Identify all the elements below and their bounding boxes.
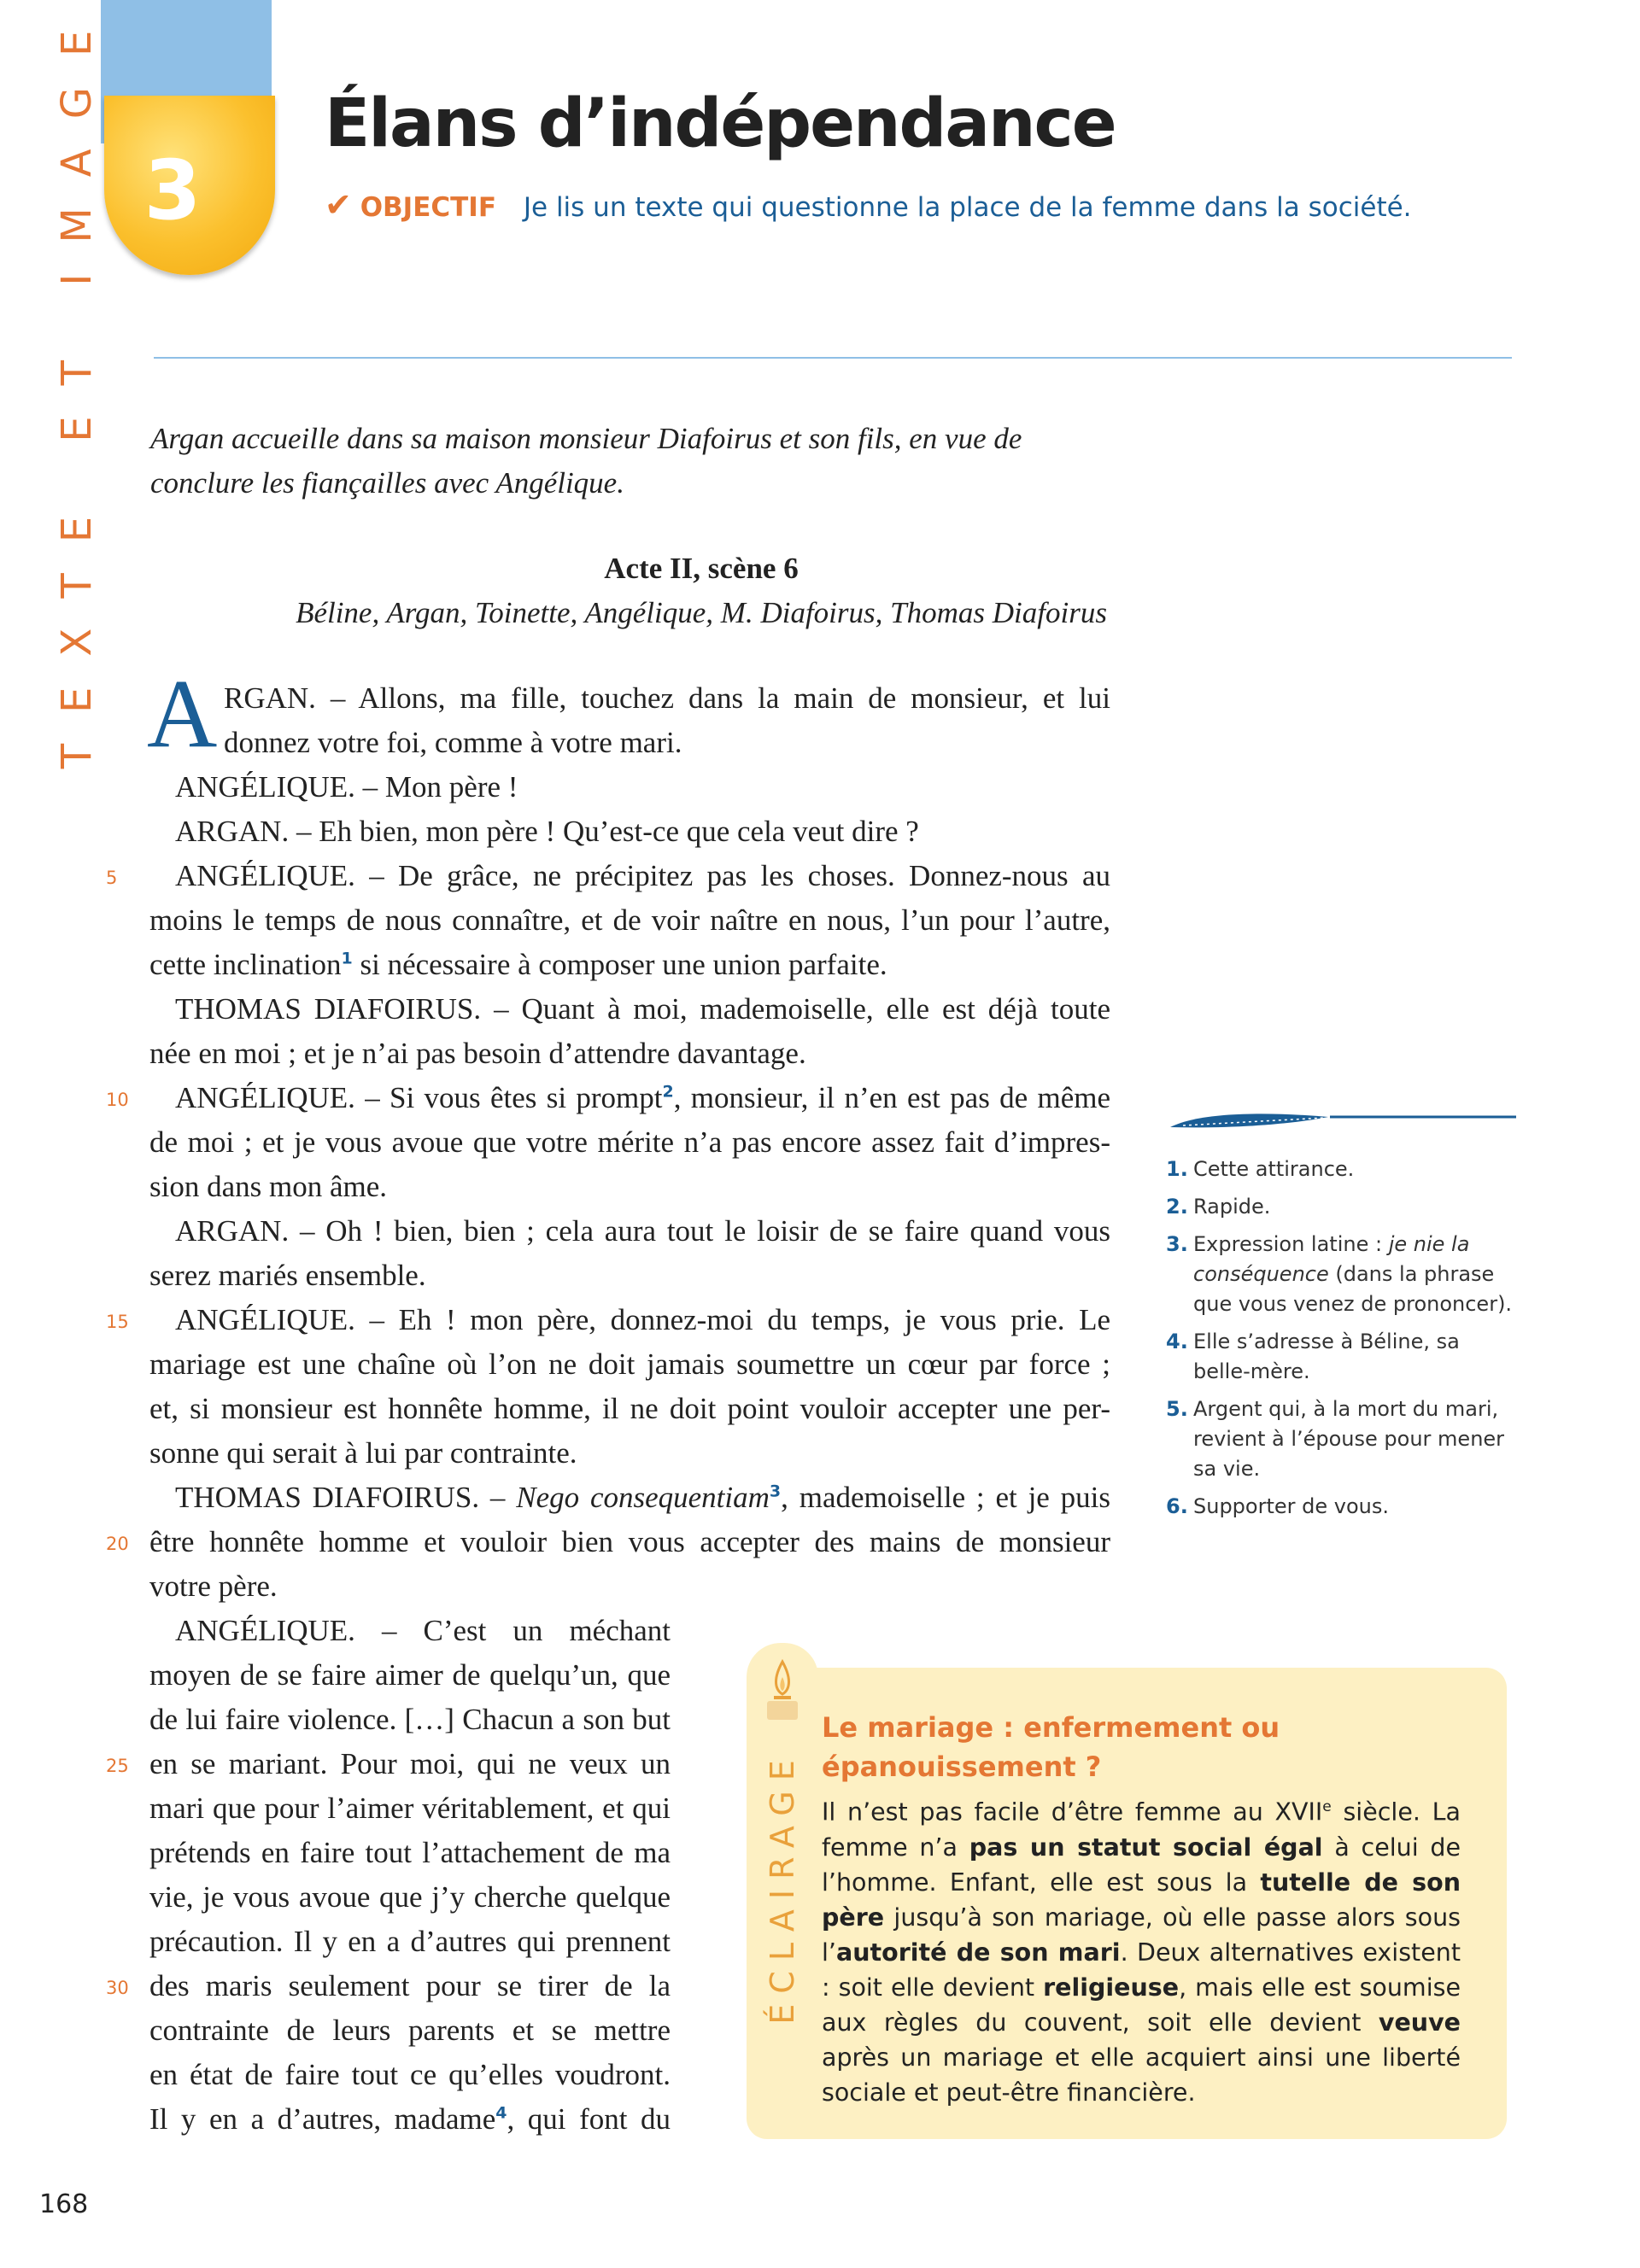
text-line: née en moi ; et je n’ai pas besoin d’attendre davantage. bbox=[149, 1037, 806, 1070]
ecl-segment: Il n’est pas facile d’être femme au XVII bbox=[822, 1797, 1323, 1827]
footnote-text bbox=[1193, 1230, 1516, 1319]
text-segment: cette inclination bbox=[149, 948, 342, 981]
chapter-badge bbox=[104, 96, 275, 275]
drop-cap: A bbox=[147, 659, 218, 768]
chapter-number: 3 bbox=[144, 143, 202, 238]
text-segment: , mademoiselle ; et je puis bbox=[781, 1481, 1111, 1514]
text-line: précaution. Il y en a d’autres qui prennent bbox=[149, 1925, 671, 1958]
ecl-superscript: e bbox=[1322, 1798, 1332, 1815]
ecl-bold: religieuse bbox=[1043, 1973, 1180, 2002]
ecl-bold: tutelle de son père bbox=[822, 1868, 1461, 1932]
text-line: ANGÉLIQUE. – C’est un méchant bbox=[175, 1614, 671, 1647]
text-line: en se mariant. Pour moi, qui ne veux un bbox=[149, 1747, 671, 1780]
text-line bbox=[149, 948, 1110, 982]
eclairage-label-text: ÉCLAIRAGE bbox=[764, 1750, 801, 2025]
footnote-number: 1. bbox=[1166, 1157, 1188, 1181]
text-line: ARGAN. – Eh bien, mon père ! Qu’est-ce que cela veut dire ? bbox=[175, 815, 919, 848]
text-line: mari que pour l’aimer véritablement, et qui bbox=[149, 1792, 671, 1825]
text-line: serez mariés ensemble. bbox=[149, 1259, 426, 1292]
objective-tag: OBJECTIF bbox=[360, 192, 497, 223]
text-line: ANGÉLIQUE. – Mon père ! bbox=[175, 770, 518, 804]
text-line bbox=[175, 1081, 1110, 1115]
footnote-text: Supporter de vous. bbox=[1193, 1494, 1389, 1518]
ecl-segment: siècle. La femme n’a bbox=[822, 1797, 1461, 1862]
footnote-number: 4. bbox=[1166, 1330, 1188, 1353]
text-italic: Nego consequentiam bbox=[516, 1481, 770, 1514]
text-line: ANGÉLIQUE. – Eh ! mon père, donnez-moi du temps, je vous prie. Le bbox=[175, 1303, 1110, 1336]
text-line: en état de faire tout ce qu’elles voudront. bbox=[149, 2058, 671, 2091]
scene-heading bbox=[150, 547, 1252, 635]
footnote bbox=[1166, 1492, 1516, 1522]
footnote-segment: Expression latine : bbox=[1193, 1232, 1389, 1256]
text-line: sonne qui serait à lui par contrainte. bbox=[149, 1436, 577, 1470]
eclairage-title: Le mariage : enfermement ou épanouissement ? bbox=[822, 1711, 1280, 1783]
header-divider bbox=[154, 357, 1512, 359]
ecl-segment: jusqu’à son mariage, où elle passe alors sous l’ bbox=[822, 1903, 1461, 1967]
footnote-ref: 3 bbox=[769, 1482, 782, 1501]
check-icon: ✔ bbox=[325, 186, 352, 224]
line-number: 5 bbox=[106, 868, 118, 888]
footnote-number: 2. bbox=[1166, 1195, 1188, 1219]
text-line: de lui faire violence. […] Chacun a son but bbox=[149, 1703, 671, 1736]
footnote bbox=[1166, 1394, 1516, 1484]
line-number: 25 bbox=[106, 1756, 129, 1776]
text-line: ARGAN. – Oh ! bien, bien ; cela aura tout le loisir de se faire quand vous bbox=[175, 1214, 1110, 1248]
text-line bbox=[149, 2102, 671, 2136]
footnote-text: Cette attirance. bbox=[1193, 1157, 1355, 1181]
footnotes bbox=[1166, 1154, 1516, 1529]
text-segment: ANGÉLIQUE. – Si vous êtes si prompt bbox=[175, 1081, 663, 1114]
line-number: 10 bbox=[106, 1090, 129, 1110]
text-segment: Il y en a d’autres, madame bbox=[149, 2102, 496, 2136]
footnote-ref: 4 bbox=[495, 2103, 507, 2123]
eclairage-label bbox=[747, 1742, 818, 2032]
line-number: 30 bbox=[106, 1978, 129, 1998]
text-line: votre père. bbox=[149, 1569, 278, 1603]
footnote-text: Elle s’adresse à Béline, sa belle-mère. bbox=[1193, 1330, 1460, 1383]
section-side-label bbox=[51, 0, 102, 769]
act-title: Acte II, scène 6 bbox=[604, 552, 799, 585]
objective-text: Je lis un texte qui questionne la place de la femme dans la société. bbox=[523, 192, 1412, 223]
footnote-number: 5. bbox=[1166, 1397, 1188, 1421]
footnote-text: Argent qui, à la mort du mari, revient à l’épouse pour mener sa vie. bbox=[1193, 1397, 1505, 1481]
footnote-ref: 2 bbox=[662, 1082, 674, 1102]
eclairage-text bbox=[822, 1790, 1461, 2110]
scene-characters: Béline, Argan, Toinette, Angélique, M. Diafoirus, Thomas Diafoirus bbox=[296, 596, 1107, 629]
quill-icon bbox=[1166, 1102, 1516, 1136]
text-line: donnez votre foi, comme à votre mari. bbox=[224, 726, 682, 759]
ecl-segment: à celui de l’homme. Enfant, elle est sous la bbox=[822, 1833, 1461, 1897]
ecl-bold: pas un statut social égal bbox=[969, 1833, 1323, 1862]
page-number: 168 bbox=[39, 2189, 89, 2219]
objective-line bbox=[325, 186, 1412, 224]
text-line: prétends en faire tout l’attachement de ma bbox=[149, 1836, 671, 1869]
footnote bbox=[1166, 1230, 1516, 1319]
text-line: de moi ; et je vous avoue que votre mérite n’a pas encore assez fait d’impres- bbox=[149, 1125, 1110, 1159]
line-number: 15 bbox=[106, 1312, 129, 1332]
ecl-bold: autorité de son mari bbox=[835, 1938, 1121, 1967]
text-line: vie, je vous avoue que j’y cherche quelque bbox=[149, 1880, 671, 1914]
text-segment: THOMAS DIAFOIRUS. – bbox=[175, 1481, 517, 1514]
text-line: des maris seulement pour se tirer de la bbox=[149, 1969, 671, 2002]
ecl-segment: après un mariage et elle acquiert ainsi une liberté sociale et peut-être financière. bbox=[822, 2043, 1461, 2107]
text-line: être honnête homme et vouloir bien vous accepter des mains de monsieur bbox=[149, 1525, 1110, 1558]
footnote-italic: je nie la conséquence bbox=[1193, 1232, 1470, 1286]
text-line: moins le temps de nous connaître, et de voir naître en nous, l’un pour l’autre, bbox=[149, 903, 1110, 937]
text-line: mariage est une chaîne où l’on ne doit jamais soumettre un cœur par force ; bbox=[149, 1347, 1110, 1381]
footnote-text: Rapide. bbox=[1193, 1195, 1271, 1219]
ecl-segment: . Deux alternatives existent : soit elle devient bbox=[822, 1938, 1461, 2002]
text-line: et, si monsieur est honnête homme, il ne doit point vouloir accepter une per- bbox=[149, 1392, 1110, 1425]
footnote-segment: (dans la phrase que vous venez de prononcer). bbox=[1193, 1262, 1513, 1316]
ecl-bold: veuve bbox=[1378, 2008, 1461, 2037]
text-line: contrainte de leurs parents et se mettre bbox=[149, 2014, 671, 2047]
ecl-segment: , mais elle est soumise aux règles du couvent, soit elle devient bbox=[822, 1973, 1461, 2037]
footnote bbox=[1166, 1327, 1516, 1387]
text-line: sion dans mon âme. bbox=[149, 1170, 388, 1203]
text-line bbox=[175, 1481, 1110, 1515]
text-line: ANGÉLIQUE. – De grâce, ne précipitez pas les choses. Donnez-nous au bbox=[175, 859, 1110, 892]
side-label-text: TEXTE ET IMAGE bbox=[53, 0, 101, 769]
candle-icon bbox=[748, 1651, 817, 1728]
text-line: RGAN. – Allons, ma fille, touchez dans la main de monsieur, et lui bbox=[224, 681, 1110, 715]
text-segment: , monsieur, il n’en est pas de même bbox=[673, 1081, 1110, 1114]
footnote-number: 3. bbox=[1166, 1232, 1188, 1256]
intro-paragraph: Argan accueille dans sa maison monsieur Diafoirus et son fils, en vue de conclure les fiançailles avec Angélique. bbox=[150, 422, 1022, 500]
footnote-number: 6. bbox=[1166, 1494, 1188, 1518]
text-segment: , qui font du bbox=[507, 2102, 671, 2136]
footnote bbox=[1166, 1192, 1516, 1222]
page-title: Élans d’indépendance bbox=[325, 85, 1116, 162]
text-line: THOMAS DIAFOIRUS. – Quant à moi, mademoiselle, elle est déjà toute bbox=[175, 992, 1110, 1026]
footnote bbox=[1166, 1154, 1516, 1184]
footnote-ref: 1 bbox=[341, 949, 353, 968]
text-segment: si nécessaire à composer une union parfaite. bbox=[352, 948, 887, 981]
line-number: 20 bbox=[106, 1534, 129, 1554]
text-line: moyen de se faire aimer de quelqu’un, que bbox=[149, 1658, 671, 1692]
